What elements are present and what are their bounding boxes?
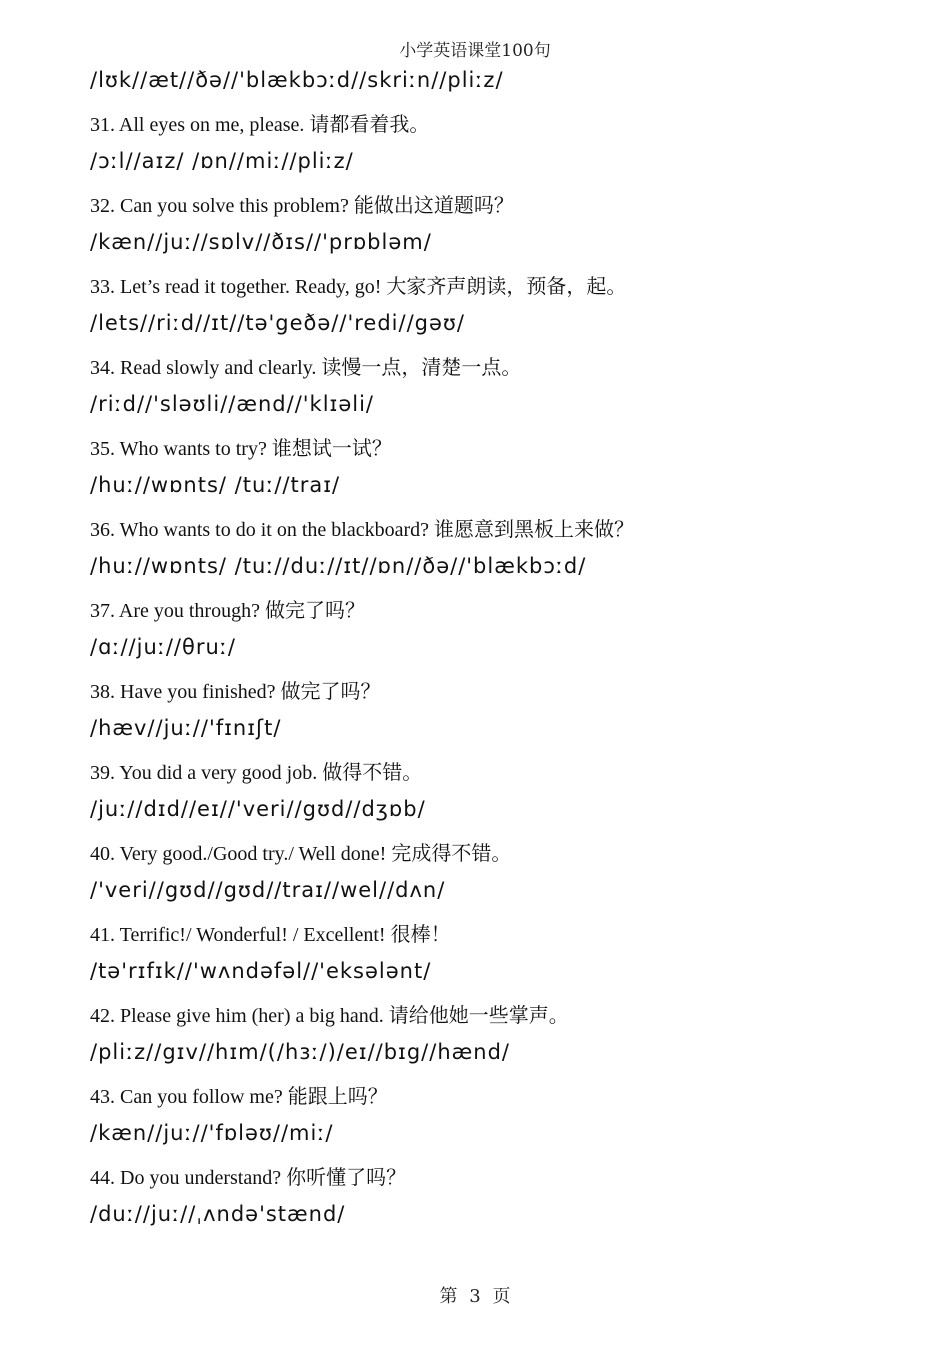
entry-40 xyxy=(90,827,910,908)
entry-42 xyxy=(90,989,910,1070)
page-header: 小学英语课堂100句 xyxy=(399,41,551,61)
page-number: 第 3 页 xyxy=(439,1286,511,1307)
entry-phonetic: /juː//dɪd//eɪ//'veri//gʊd//dʒɒb/ xyxy=(90,797,426,821)
entry-phonetic: /kæn//juː//'fɒləʊ//miː/ xyxy=(90,1121,334,1145)
intro-phonetic: /lʊk//æt//ðə//'blækbɔːd//skriːn//pliːz/ xyxy=(90,68,504,92)
entry-43 xyxy=(90,1070,910,1151)
entry-31 xyxy=(90,98,910,179)
entry-phonetic: /hæv//juː//'fɪnɪʃt/ xyxy=(90,716,282,740)
entry-phonetic: /duː//juː//ˌʌndə'stænd/ xyxy=(90,1202,346,1226)
entry-phonetic: /kæn//juː//sɒlv//ðɪs//'prɒbləm/ xyxy=(90,230,432,254)
entry-sentence: 33. Let’s read it together. Ready, go! 大家齐声朗读，预备，起。 xyxy=(90,276,627,298)
entry-phonetic: /pliːz//gɪv//hɪm/(/hɜː/)/eɪ//bɪg//hænd/ xyxy=(90,1040,510,1064)
entry-sentence: 40. Very good./Good try./ Well done! 完成得不错。 xyxy=(90,843,512,865)
entry-sentence: 43. Can you follow me? 能跟上吗？ xyxy=(90,1086,388,1108)
entry-32 xyxy=(90,179,910,260)
entry-34 xyxy=(90,341,910,422)
entry-33 xyxy=(90,260,910,341)
entry-phonetic: /'veri//gʊd//gʊd//traɪ//wel//dʌn/ xyxy=(90,878,446,902)
entry-phonetic: /ɑː//juː//θruː/ xyxy=(90,635,236,659)
entry-phonetic: /lets//riːd//ɪt//tə'geðə//'redi//gəʊ/ xyxy=(90,311,465,335)
entry-37 xyxy=(90,584,910,665)
entry-sentence: 31. All eyes on me, please. 请都看着我。 xyxy=(90,114,430,136)
entry-sentence: 36. Who wants to do it on the blackboard? 谁愿意到黑板上来做？ xyxy=(90,519,635,541)
entry-41 xyxy=(90,908,910,989)
entry-sentence: 44. Do you understand? 你听懂了吗？ xyxy=(90,1167,407,1189)
entry-sentence: 41. Terrific!/ Wonderful! / Excellent! 很棒！ xyxy=(90,924,451,946)
entry-phonetic: /ɔːl//aɪz/ /ɒn//miː//pliːz/ xyxy=(90,149,354,173)
entry-sentence: 39. You did a very good job. 做得不错。 xyxy=(90,762,423,784)
entry-sentence: 42. Please give him (her) a big hand. 请给他她一些掌声。 xyxy=(90,1005,569,1027)
entry-35 xyxy=(90,422,910,503)
entry-sentence: 37. Are you through? 做完了吗？ xyxy=(90,600,365,622)
entry-sentence: 38. Have you finished? 做完了吗？ xyxy=(90,681,381,703)
entry-phonetic: /tə'rɪfɪk//'wʌndəfəl//'eksələnt/ xyxy=(90,959,432,983)
entry-phonetic: /riːd//'sləʊli//ænd//'klɪəli/ xyxy=(90,392,375,416)
document-body xyxy=(90,62,910,1232)
entry-38 xyxy=(90,665,910,746)
entry-36 xyxy=(90,503,910,584)
entry-sentence: 35. Who wants to try? 谁想试一试？ xyxy=(90,438,392,460)
entry-39 xyxy=(90,746,910,827)
entry-phonetic: /huː//wɒnts/ /tuː//traɪ/ xyxy=(90,473,341,497)
entry-sentence: 34. Read slowly and clearly. 读慢一点，清楚一点。 xyxy=(90,357,522,379)
entry-44 xyxy=(90,1151,910,1232)
entry-sentence: 32. Can you solve this problem? 能做出这道题吗？ xyxy=(90,195,514,217)
entry-phonetic: /huː//wɒnts/ /tuː//duː//ɪt//ɒn//ðə//'blækbɔːd/ xyxy=(90,554,587,578)
